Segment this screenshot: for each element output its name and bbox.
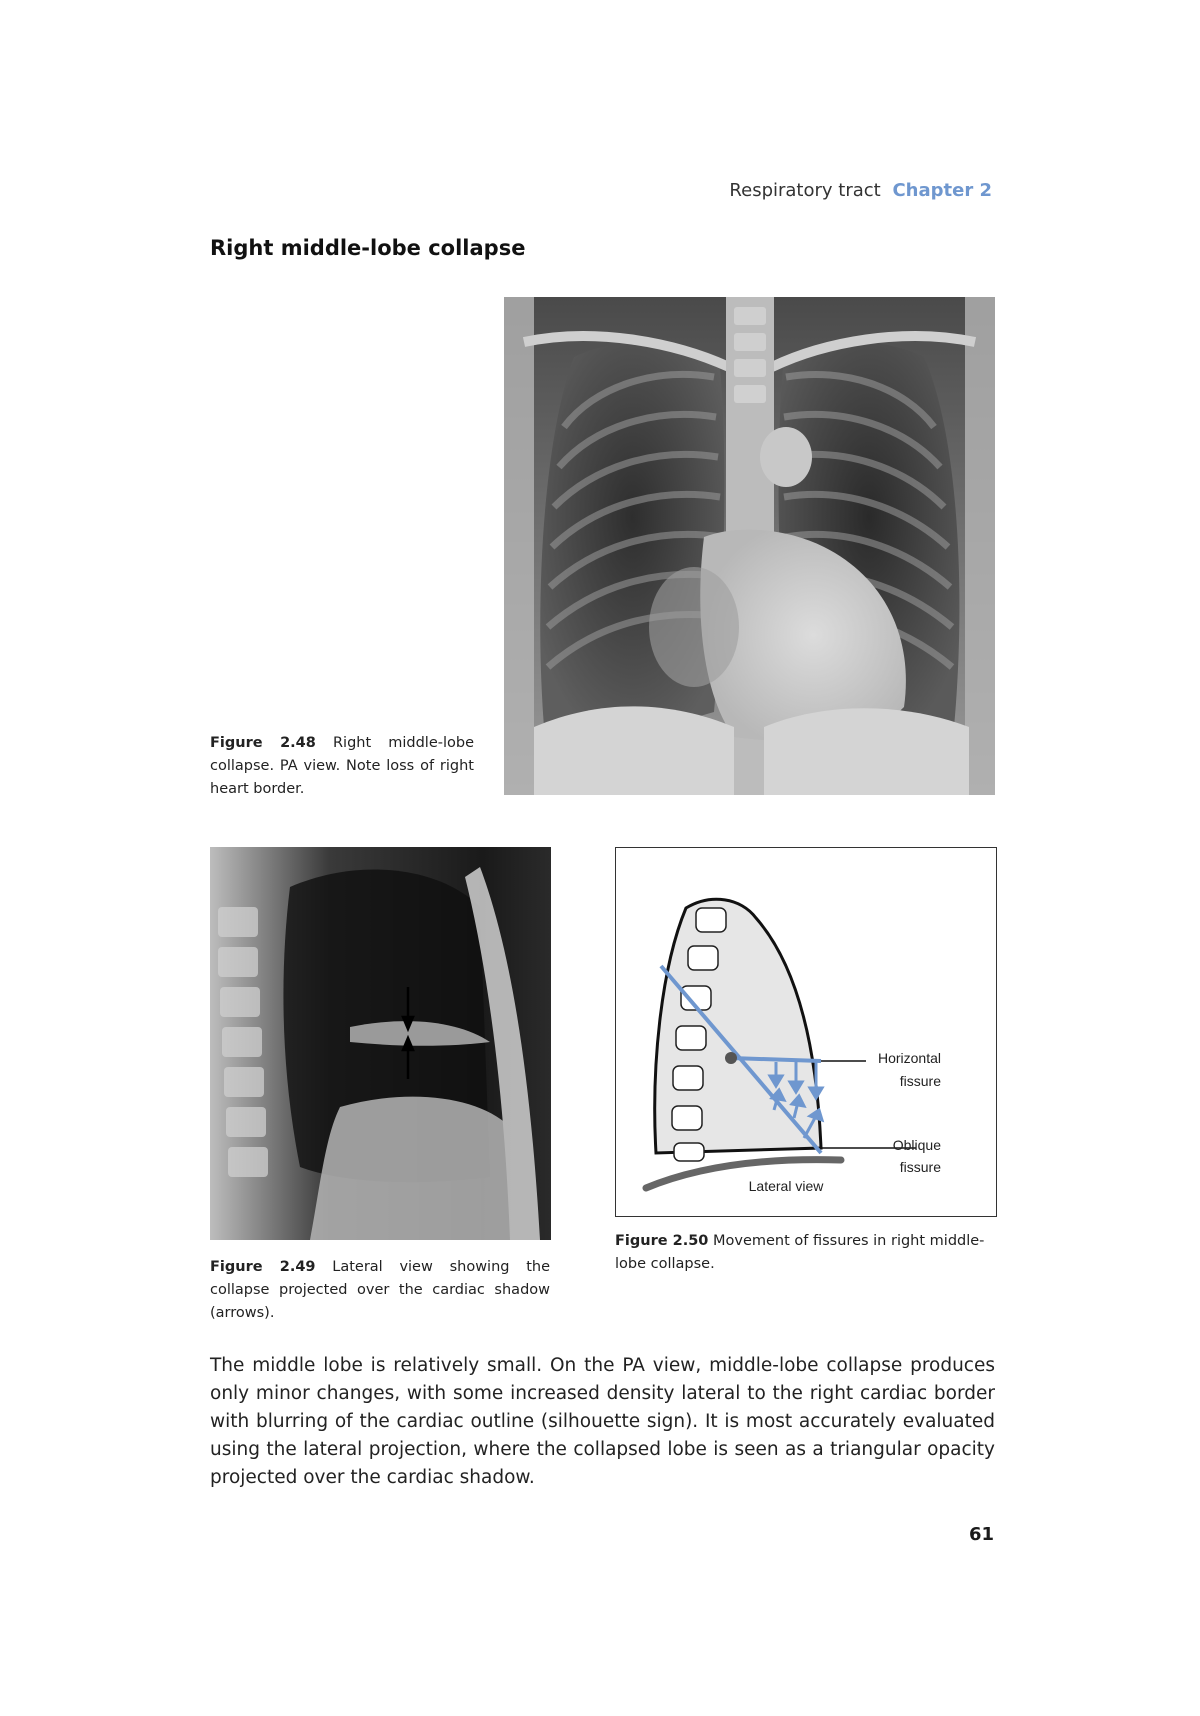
figure-2-50-text: Movement of fissures in right middle-lobe collapse. (615, 1233, 985, 1272)
lateral-chest-xray (210, 847, 551, 1240)
header-section: Respiratory tract (729, 180, 881, 201)
pa-chest-xray (504, 297, 995, 795)
horizontal-fissure-label-1: Horizontal (877, 1050, 941, 1066)
figure-2-49-caption (210, 1256, 550, 1325)
section-title: Right middle-lobe collapse (210, 236, 526, 260)
figure-2-49-text: Lateral view showing the collapse projected over the cardiac shadow (arrows). (210, 1259, 551, 1321)
running-header (729, 180, 992, 201)
header-chapter: Chapter 2 (892, 180, 992, 201)
hilum-dot (725, 1052, 737, 1064)
figure-2-48-text: Right middle-lobe collapse. PA view. Note loss of right heart border. (210, 735, 475, 797)
figure-2-50-caption (615, 1230, 997, 1276)
figure-2-48-image (504, 297, 995, 795)
horizontal-fissure-label-2: fissure (899, 1073, 941, 1089)
oblique-fissure-label-1: Oblique (892, 1137, 941, 1153)
figure-2-50-diagram (615, 847, 997, 1217)
figure-2-48-label: Figure 2.48 (210, 735, 316, 751)
figure-2-49-image (210, 847, 551, 1240)
oblique-fissure-label-2: fissure (899, 1159, 941, 1175)
body-paragraph: The middle lobe is relatively small. On the PA view, middle-lobe collapse produces only minor changes, with some increased density lateral to the right cardiac border with blurring of the cardiac outline (silhouette sign). It is most accurately evaluated using the lateral projection, where the collapsed lobe is seen as a triangular opacity projected over the cardiac shadow. (210, 1355, 995, 1488)
figure-2-48-caption (210, 732, 474, 801)
lateral-view-label: Lateral view (748, 1178, 824, 1194)
page-number: 61 (968, 1524, 994, 1545)
figure-2-50-label: Figure 2.50 (615, 1233, 709, 1249)
lateral-view-diagram (616, 848, 996, 1216)
figure-2-49-label: Figure 2.49 (210, 1259, 316, 1275)
